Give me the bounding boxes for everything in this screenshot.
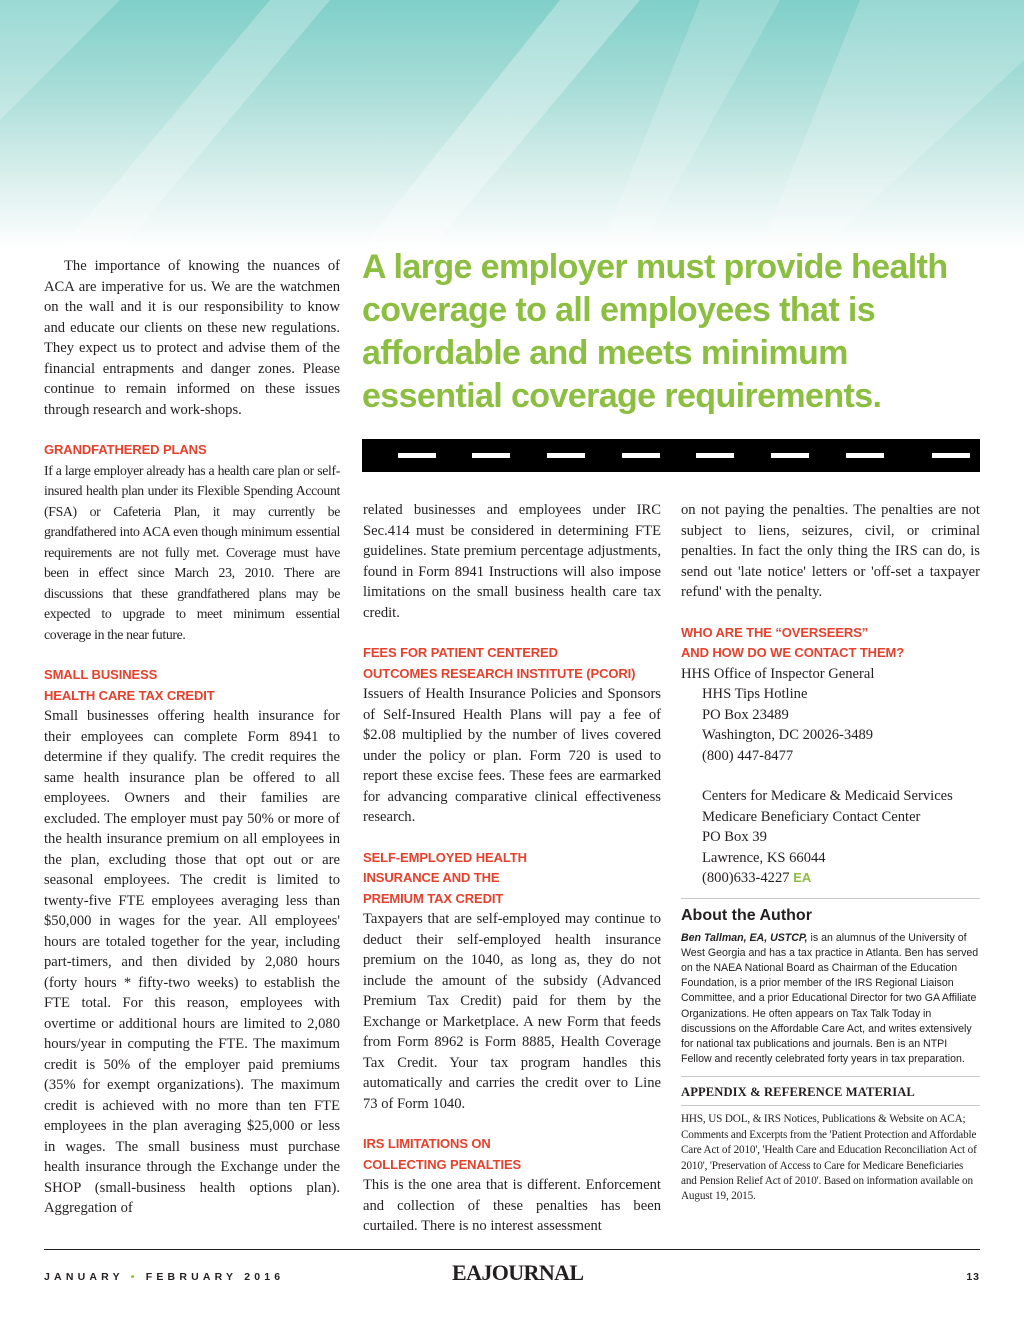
pull-quote: A large employer must provide health coverage to all employees that is affordable and meets minimum essential coverage requirements.: [362, 248, 948, 415]
footer-month-2: FEBRUARY 2016: [145, 1271, 285, 1283]
light-beams-graphic: [0, 0, 1024, 250]
overseers-heading-1: WHO ARE THE “OVERSEERS”: [681, 624, 869, 640]
contact-phone: (800) 447-8477: [702, 747, 794, 764]
contact-line: PO Box 23489: [702, 706, 789, 723]
self-employed-body: Taxpayers that are self-employed may continue to deduct their self-employed health insurance premium on the 1040, as long as, they do not include the amount of the subsidy (Advanced Premium Tax Credit) paid for them by the Exchange or Marketplace. A new Form that feeds from Form 8962 is Form 8885, Health Coverage Tax Credit. Your tax program handles this automatically and carries the credit over to Line 73 of Form 1040.: [363, 911, 661, 1112]
contact-line: HHS Tips Hotline: [702, 686, 808, 702]
author-bio: is an alumnus of the University of West Georgia and has a tax practice in Atlanta. Ben has served on the NAEA National Board as Chairman of the Education Foundation, is a prior member of the IRS Regional Liaison Committee, and a prior Educational Director for two GA Affiliate Organizations. He often appears on Tax Talk Today in discussions on the Affordable Care Act, and writes extensively for national tax publications and journals. Ben is an NTPI Fellow and recently celebrated forty years in tax preparation.: [681, 931, 979, 1066]
road-dash: [472, 453, 510, 458]
road-divider: [362, 439, 980, 472]
grandfathered-heading: GRANDFATHERED PLANS: [44, 442, 207, 457]
pcori-body: Issuers of Health Insurance Policies and Sponsors of Self-Insured Health Plans will pay a fee of $2.08 multiplied by the number of lives covered under the policy or plan. Form 720 is used to report these excise fees. These fees are earmarked for advancing comparative clinical effectiveness research.: [363, 686, 661, 825]
contact-line: Centers for Medicare & Medicaid Services: [702, 788, 953, 804]
small-business-body: Small businesses offering health insurance for their employees can complete Form 8941 to determine if they qualify. The credit requires the same health insurance plan be offered to all employees. Owners and their families are excluded. The employer must pay 50% or more of the health insurance premium on all employees in the plan, excluding those that opt out or are seasonal employees. The credit is limited to twenty-five FTE employees averaging less than $50,000 in wages for the year. All employees' hours are totaled together for the year, including part-timers, and then divided by 2,080 hours (forty hours * fifty-two weeks) to establish the FTE total. For this reason, employees with overtime or additional hours are limited to 2,080 hours/year in computing the FTE. The maximum credit is 50% of the employer paid premiums (35% for exempt organizations). The maximum credit is achieved with no more than ten FTE employees in the plan averaging $25,000 or less in wages. The small business must purchase health insurance through the Exchange under the SHOP (small-business health options plan). Aggregation of: [44, 708, 340, 1216]
page-number: 13: [966, 1271, 980, 1283]
footer-rule: [44, 1249, 980, 1250]
middle-column: [363, 500, 661, 1237]
header-graphic: [0, 0, 1024, 250]
irs-limits-body: This is the one area that is different. Enforcement and collection of these penalties has been curtailed. There is no interest assessment: [363, 1177, 661, 1234]
divider: [681, 1105, 980, 1106]
contact-line: PO Box 39: [702, 829, 767, 845]
left-column: [44, 256, 340, 1219]
small-business-heading-2: HEALTH CARE TAX CREDIT: [44, 687, 215, 703]
road-dash: [696, 453, 734, 458]
self-employed-heading-3: PREMIUM TAX CREDIT: [363, 890, 504, 906]
grandfathered-body: If a large employer already has a health care plan or self-insured health plan under its Flexible Spending Account (FSA) or Cafeteria Plan, it may currently be grandfathered into ACA even though minimum essential requirements are not fully met. Coverage must have been in effect since March 23, 2010. There are discussions that these grandfathered plans may be expected to upgrade to meet minimum essential coverage in the near future.: [44, 462, 340, 642]
intro-paragraph: The importance of knowing the nuances of ACA are imperative for us. We are the watchmen on the wall and it is our responsibility to know and educate our clients on these new regulations. They expect us to protect and advise them of the financial entrapments and danger zones. Please continue to remain informed on these issues through research and work-shops.: [44, 258, 340, 418]
appendix-title: APPENDIX & REFERENCE MATERIAL: [681, 1085, 915, 1100]
footer-separator: •: [130, 1271, 139, 1283]
contact-line: Washington, DC 20026-3489: [702, 727, 874, 743]
author-name: Ben Tallman, EA, USTCP,: [681, 931, 808, 944]
contact-phone-line: [681, 868, 980, 889]
about-title: About the Author: [681, 906, 812, 924]
pcori-heading-2: OUTCOMES RESEARCH INSTITUTE (PCORI): [363, 665, 636, 681]
road-dash: [771, 453, 809, 458]
road-dash: [846, 453, 884, 458]
road-dash: [932, 453, 970, 458]
end-mark: EA: [793, 870, 812, 885]
road-dash: [398, 453, 436, 458]
about-text: [681, 931, 980, 1068]
contact-line: Lawrence, KS 66044: [702, 849, 826, 866]
footer-month-1: JANUARY: [44, 1271, 124, 1283]
right-column: [681, 500, 980, 1205]
divider: [681, 1076, 980, 1077]
road-dash: [622, 453, 660, 458]
contact-org: HHS Office of Inspector General: [681, 665, 875, 682]
footer-date: [44, 1271, 284, 1283]
irs-limits-continued: on not paying the penalties. The penalties are not subject to liens, seizures, civil, or criminal penalties. In fact the only thing the IRS can do, is send out 'late notice' letters or 'off-set a taxpayer refund' with the penalty.: [681, 502, 980, 600]
appendix-body: HHS, US DOL, & IRS Notices, Publications & Website on ACA; Comments and Excerpts from the 'Patient Protection and Affordable Care Act of 2010', 'Health Care and Education Reconciliation Act of 2010', 'Preservation of Access to Care for Medicare Beneficiaries and Pension Relief Act of 2010'. Based on information available on August 19, 2015.: [681, 1113, 977, 1203]
small-business-heading-1: SMALL BUSINESS: [44, 667, 158, 682]
contact-block-cms: [681, 786, 980, 889]
road-dash: [547, 453, 585, 458]
self-employed-heading-1: SELF-EMPLOYED HEALTH: [363, 849, 527, 865]
divider: [681, 898, 980, 899]
contact-block-hhs: [681, 664, 980, 767]
contact-line: Medicare Beneficiary Contact Center: [702, 808, 921, 825]
irs-limits-heading-1: IRS LIMITATIONS ON: [363, 1136, 491, 1151]
magazine-logo: EAJOURNAL: [452, 1260, 584, 1285]
contact-phone: (800)633-4227: [702, 870, 790, 886]
overseers-heading-2: AND HOW DO WE CONTACT THEM?: [681, 645, 905, 660]
irs-limits-heading-2: COLLECTING PENALTIES: [363, 1156, 522, 1172]
pcori-heading-1: FEES FOR PATIENT CENTERED: [363, 645, 558, 660]
small-business-continued: related businesses and employees under IRC Sec.414 must be considered in determining FTE guidelines. State premium percentage adjustments, found in Form 8941 Instructions will also impose limitations on the small business health care tax credit.: [363, 502, 661, 621]
self-employed-heading-2: INSURANCE AND THE: [363, 870, 500, 885]
